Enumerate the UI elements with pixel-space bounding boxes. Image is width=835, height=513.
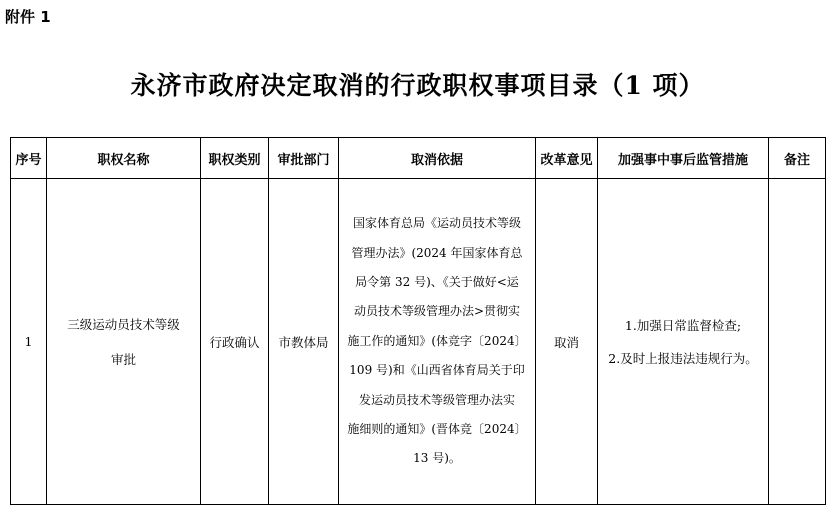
row-supervision-measures xyxy=(598,179,769,505)
document-title: 永济市政府决定取消的行政职权事项目录（1 项） xyxy=(130,71,705,100)
basis-line: 发运动员技术等级管理办法实 xyxy=(358,392,515,407)
power-name-line: 三级运动员技术等级 xyxy=(67,316,180,332)
basis-line: 管理办法》(2024 年国家体育总 xyxy=(351,245,523,260)
header-approval-department: 审批部门 xyxy=(269,138,339,179)
power-catalog-table xyxy=(10,137,826,505)
row-reform-opinion: 取消 xyxy=(536,179,598,505)
basis-line: 动员技术等级管理办法>贯彻实 xyxy=(353,304,521,319)
basis-line: 13 号)。 xyxy=(413,451,461,466)
header-reform-opinion: 改革意见 xyxy=(536,138,598,179)
row-index: 1 xyxy=(11,179,47,505)
attachment-label: 附件 1 xyxy=(5,8,51,26)
header-supervision-measures: 加强事中事后监管措施 xyxy=(598,138,769,179)
row-cancellation-basis xyxy=(339,179,536,505)
power-name-line: 审批 xyxy=(110,351,136,367)
row-remarks xyxy=(769,179,826,505)
measure-line: 1.加强日常监督检查; xyxy=(624,317,742,333)
row-power-name xyxy=(47,179,201,505)
table-row xyxy=(11,179,826,505)
basis-line: 施细则的通知》(晋体竞〔2024〕 xyxy=(347,422,527,437)
header-index: 序号 xyxy=(11,138,47,179)
basis-line: 局令第 32 号)、《关于做好<运 xyxy=(355,274,519,289)
header-remarks: 备注 xyxy=(769,138,826,179)
header-power-category: 职权类别 xyxy=(201,138,269,179)
basis-line: 109 号)和《山西省体育局关于印 xyxy=(349,363,525,378)
measure-line: 2.及时上报违法违规行为。 xyxy=(608,350,758,366)
row-approval-department: 市教体局 xyxy=(269,179,339,505)
row-power-category: 行政确认 xyxy=(201,179,269,505)
header-row xyxy=(11,138,826,179)
basis-line: 国家体育总局《运动员技术等级 xyxy=(352,216,521,231)
header-power-name: 职权名称 xyxy=(47,138,201,179)
header-cancellation-basis: 取消依据 xyxy=(339,138,536,179)
basis-line: 施工作的通知》(体竞字〔2024〕 xyxy=(347,333,527,348)
